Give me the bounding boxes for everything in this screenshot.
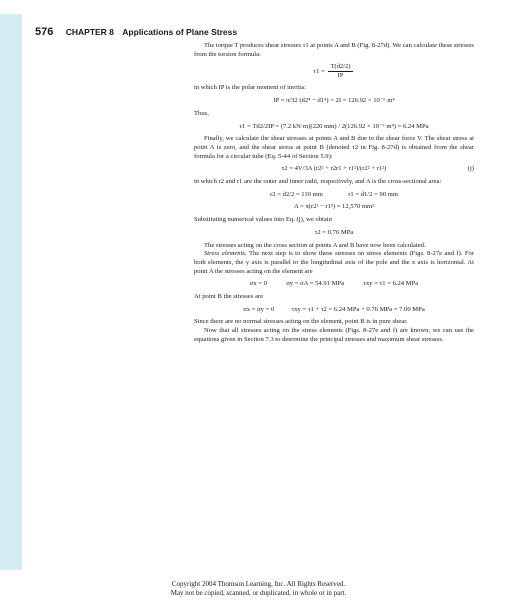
page-number: 576 [35,26,54,38]
equation-point-b [194,306,474,315]
equation-j [194,165,474,174]
stress-elements-heading: Stress elements. [204,250,247,258]
eq1-lhs: τ1 = [313,68,325,76]
paragraph-substituting: Substituting numerical values into Eq. (j), we obtain [194,216,332,224]
equation-point-a [194,280,474,289]
eq-sigma-x-a: σx = 0 [249,280,267,288]
paragraph-thus: Thus, [194,109,209,117]
paragraph-point-b: At point B the stresses are [194,293,264,301]
eq1-denominator: IP [337,72,344,80]
copyright-line-1: Copyright 2004 Thomson Learning, Inc. All Rights Reserved. [171,580,346,588]
eq-tau-xy-b: τxy = τ1 + τ2 = 6.24 MPa + 0.76 MPa = 7.00 MPa [291,305,425,313]
paragraph-polar-moment: in which IP is the polar moment of inertia: [194,84,306,92]
page-body [194,42,474,345]
paragraph-stresses-calculated: The stresses acting on the cross section at points A and B have now been calculated. [204,241,426,249]
eq1-fraction [328,63,352,80]
eq-r2: r2 = d2/2 = 110 mm [270,190,323,198]
equation-tau1 [194,63,474,80]
eq-sigma-y-a: σy = σA = 54.91 MPa [286,280,345,288]
chapter-title: Applications of Plane Stress [122,27,238,37]
paragraph-principal-stresses: Now that all stresses acting on the stress elements (Figs. 8-27e and f) are known, we can use the equations given in Section 7.3 to determine the principal stresses and maximum shear stresses. [194,327,474,343]
paragraph-stress-elements [194,250,474,276]
eq-r1: r1 = d1/2 = 90 mm [348,190,398,198]
margin-color-band [0,14,22,570]
eq4-expression: τ2 = 4V/3A (r2² + r2r1 + r1²)/(r2² + r1²) [281,165,387,173]
running-header [35,26,237,40]
paragraph-pure-shear: Since there are no normal stresses acting on the element, point B is in pure shear. [194,318,408,326]
equation-radii [194,191,474,200]
equation-tau2-value: τ2 = 0.76 MPa [314,228,354,236]
equation-tau1-value: τ1 = Td2/2IP = (7.2 kN·m)(220 mm) / 2(126.92 × 10⁻⁶ m⁴) = 6.24 MPa [239,122,429,130]
paragraph-shear-force: Finally, we calculate the shear stresses at points A and B due to the shear force V. The shear stress at point A is zero, and the shear stress at point B (denoted τ2 in Fig. 8-27d) is obtained from the shear formula for a circular tube (Eq. 5-44 of Section 5.9): [194,135,474,160]
paragraph-torsion: The torque T produces shear stresses τ1 at points A and B (Fig. 8-27d). We can calculate these stresses from the torsion formula: [194,42,474,58]
equation-area: A = π(r2² − r1²) = 12,570 mm² [293,203,375,211]
copyright-line-2: May not be copied, scanned, or duplicated, in whole or in part. [170,589,347,597]
equation-label-j: (j) [467,165,474,173]
chapter-label: CHAPTER 8 [65,27,114,37]
eq1-numerator: T(d2/2) [330,63,351,71]
equation-polar-moment: IP = π/32 (d2⁴ − d1⁴) = 2I = 126.92 × 10⁻⁶ m⁴ [273,97,395,105]
stress-elements-text: The next step is to show these stresses on stress elements (Figs. 8-27e and f). For both elements, the y axis is parallel to the longitudinal axis of the pole and the x axis is horizontal. At point A the stresses acting on the element are [194,250,475,275]
eq-sigma-b: σx = σy = 0 [243,305,275,313]
eq-tau-xy-a: τxy = τ1 = 6.24 MPa [363,280,419,288]
copyright-footer [0,580,517,598]
paragraph-radii: in which r2 and r1 are the outer and inner radii, respectively, and A is the cross-sectional area: [194,178,442,186]
